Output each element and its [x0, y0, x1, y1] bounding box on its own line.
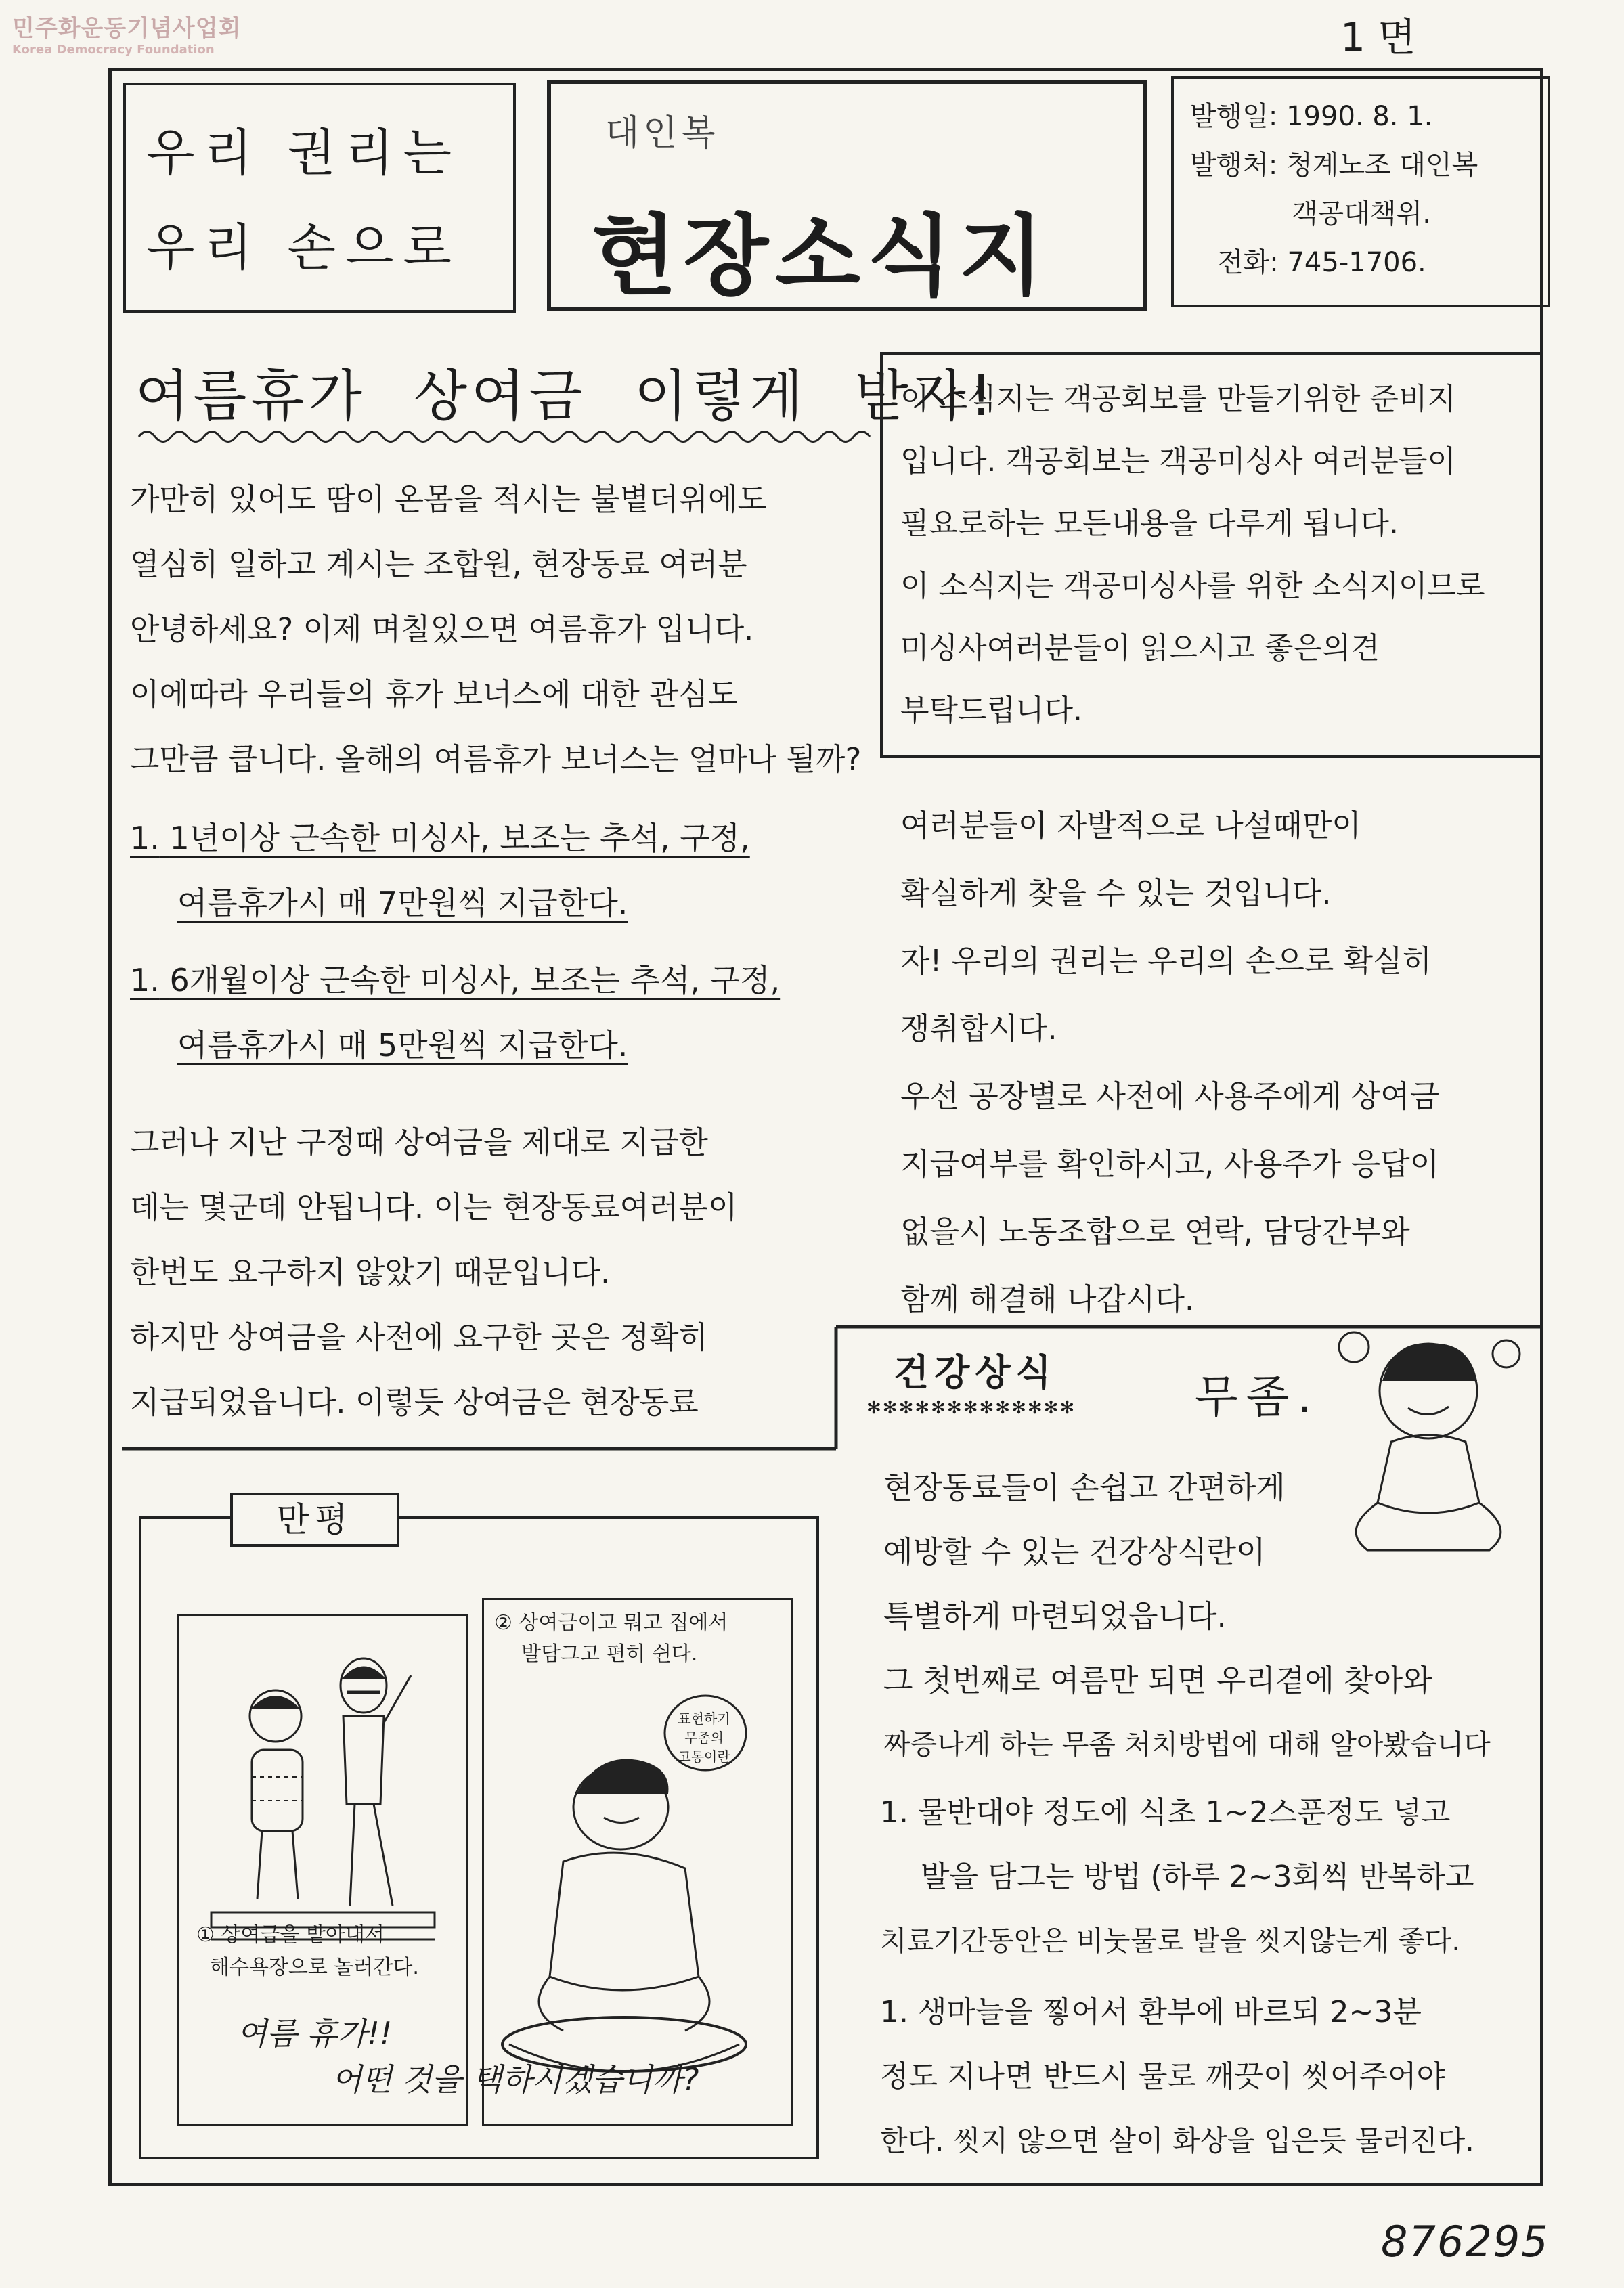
bottom-line: 여름 휴가!!	[237, 2015, 393, 2052]
health-intro-line: 그 첫번째로 여름만 되면 우리곁에 찾아와	[883, 1663, 1432, 1698]
body-line: 지급되었읍니다. 이렇듯 상여금은 현장동료	[130, 1384, 699, 1420]
intro-line: 열심히 일하고 계시는 조합원, 현장동료 여러분	[130, 546, 747, 582]
slogan-line-1: 우리 권리는	[146, 124, 461, 182]
health-intro-line: 특별하게 마련되었읍니다.	[883, 1598, 1227, 1634]
info-phone: 전화: 745-1706.	[1217, 247, 1426, 278]
caption-line: 해수욕장으로 놀러간다.	[210, 1956, 419, 1979]
masthead-title: 현장소식지	[592, 204, 1051, 307]
watermark-org-en: Korea Democracy Foundation	[12, 43, 215, 57]
intro-line: 이에따라 우리들의 휴가 보너스에 대한 관심도	[130, 676, 738, 712]
health-topic: 무좀.	[1195, 1371, 1320, 1423]
notice-line: 이 소식지는 객공회보를 만들기위한 준비지	[900, 382, 1457, 416]
health-intro-line: 예방할 수 있는 건강상식란이	[883, 1534, 1266, 1570]
intro-line: 그만큼 큽니다. 올해의 여름휴가 보너스는 얼마나 될까?	[130, 741, 862, 777]
body-line: 그러나 지난 구정때 상여금을 제대로 지급한	[130, 1124, 708, 1160]
intro-line: 안녕하세요? 이제 며칠있으면 여름휴가 입니다.	[130, 611, 754, 647]
bubble-line: 고통이란	[678, 1748, 730, 1765]
cartoon-bottom-text	[237, 2010, 699, 2103]
health-tip-2	[880, 1980, 1474, 2173]
bubble-line: 무좀의	[684, 1730, 724, 1746]
caption-line: 발담그고 편히 쉰다.	[521, 1642, 698, 1666]
page-number: 1 면	[1340, 14, 1416, 60]
continuation-line: 지급여부를 확인하시고, 사용주가 응답이	[900, 1146, 1440, 1182]
lead-headline: 여름휴가 상여금 이렇게 받자!	[135, 364, 996, 428]
continuation-line: 함께 해결해 나갑시다.	[900, 1281, 1195, 1317]
point-bullet: 1.	[130, 962, 160, 998]
notice-line: 미싱사여러분들이 읽으시고 좋은의견	[900, 631, 1380, 665]
continuation-line: 자! 우리의 권리는 우리의 손으로 확실히	[900, 943, 1432, 979]
info-publisher: 발행처: 청계노조 대인복	[1190, 150, 1478, 181]
notice-line: 필요로하는 모든내용을 다루게 됩니다.	[900, 506, 1399, 541]
panel-1-caption	[196, 1919, 419, 1984]
bottom-line: 어떤 것을 택하시겠습니까?	[332, 2061, 699, 2098]
tip-line: 한다. 씻지 않으면 살이 화상을 입은듯 물러진다.	[880, 2124, 1474, 2157]
info-committee: 객공대책위.	[1292, 198, 1431, 229]
tip-line: 정도 지나면 반드시 물로 깨끗이 씻어주어야	[880, 2059, 1446, 2094]
health-intro-line: 현장동료들이 손쉽고 간편하게	[883, 1470, 1286, 1505]
panel-2-caption	[494, 1608, 728, 1670]
point-line: 여름휴가시 매 7만원씩 지급한다.	[177, 885, 628, 921]
tip-text: 물반대야 정도에 식초 1~2스푼정도 넣고	[917, 1795, 1451, 1830]
health-intro	[883, 1455, 1491, 1777]
bubble-line: 표현하기	[678, 1711, 730, 1727]
body-line: 한번도 요구하지 않았기 때문입니다.	[130, 1254, 611, 1290]
tip-line: 치료기간동안은 비눗물로 발을 씻지않는게 좋다.	[880, 1924, 1461, 1957]
continuation	[900, 792, 1439, 1334]
health-intro-line: 짜증나게 하는 무좀 처치방법에 대해 알아봤습니다	[883, 1728, 1491, 1761]
tip-line	[880, 1780, 1474, 1845]
notice-line: 부탁드립니다.	[900, 693, 1083, 728]
continuation-line: 여러분들이 자발적으로 나설때만이	[900, 808, 1361, 843]
continuation-line: 우선 공장별로 사전에 사용주에게 상여금	[900, 1078, 1440, 1114]
health-decoration: ✻✻✻✻✻✻✻✻✻✻✻✻✻	[866, 1398, 1076, 1418]
caption-line: ① 상여금을 받아내서	[196, 1923, 385, 1947]
watermark-org-kr: 민주화운동기념사업회	[12, 15, 242, 42]
cartoon-label: 만평	[276, 1500, 353, 1539]
continuation-line: 쟁취합시다.	[900, 1011, 1057, 1047]
caption-line: ② 상여금이고 뭐고 집에서	[494, 1611, 728, 1635]
tip-line	[880, 1980, 1474, 2044]
body-line: 데는 몇군데 안됩니다. 이는 현장동료여러분이	[130, 1189, 738, 1225]
continuation-line: 확실하게 찾을 수 있는 것입니다.	[900, 875, 1332, 911]
point-text: 1년이상 근속한 미싱사, 보조는 추석, 구정,	[169, 820, 750, 856]
point-bullet: 1.	[130, 820, 160, 856]
notice-line: 입니다. 객공회보는 객공미싱사 여러분들이	[900, 444, 1457, 479]
info-date: 발행일: 1990. 8. 1.	[1190, 101, 1433, 132]
intro-line: 가만히 있어도 땀이 온몸을 적시는 불볕더위에도	[130, 481, 767, 517]
slogan-line-2: 우리 손으로	[146, 219, 461, 277]
cartoon-swimmers-drawing	[177, 1614, 468, 1953]
notice-line: 이 소식지는 객공미싱사를 위한 소식지이므로	[900, 569, 1485, 603]
body-line: 하지만 상여금을 사전에 요구한 곳은 정확히	[130, 1319, 708, 1355]
speech-bubble	[677, 1709, 731, 1766]
point-line: 여름휴가시 매 5만원씩 지급한다.	[177, 1027, 628, 1063]
tip-bullet: 1.	[880, 1995, 908, 2029]
notice-box	[880, 352, 1543, 758]
continuation-line: 없을시 노동조합으로 연락, 담당간부와	[900, 1214, 1410, 1250]
tip-text: 생마늘을 찧어서 환부에 바르되 2~3분	[917, 1995, 1422, 2029]
health-tip-1	[880, 1780, 1474, 1973]
point-text: 6개월이상 근속한 미싱사, 보조는 추석, 구정,	[169, 962, 781, 998]
cartoon-label-box	[230, 1493, 399, 1547]
tip-bullet: 1.	[880, 1795, 908, 1830]
archive-number: 876295	[1381, 2217, 1550, 2266]
tip-line: 발을 담그는 방법 (하루 2~3회씩 반복하고	[921, 1860, 1474, 1894]
health-section-label: 건강상식	[894, 1351, 1057, 1394]
masthead-subtitle: 대인복	[605, 113, 720, 154]
